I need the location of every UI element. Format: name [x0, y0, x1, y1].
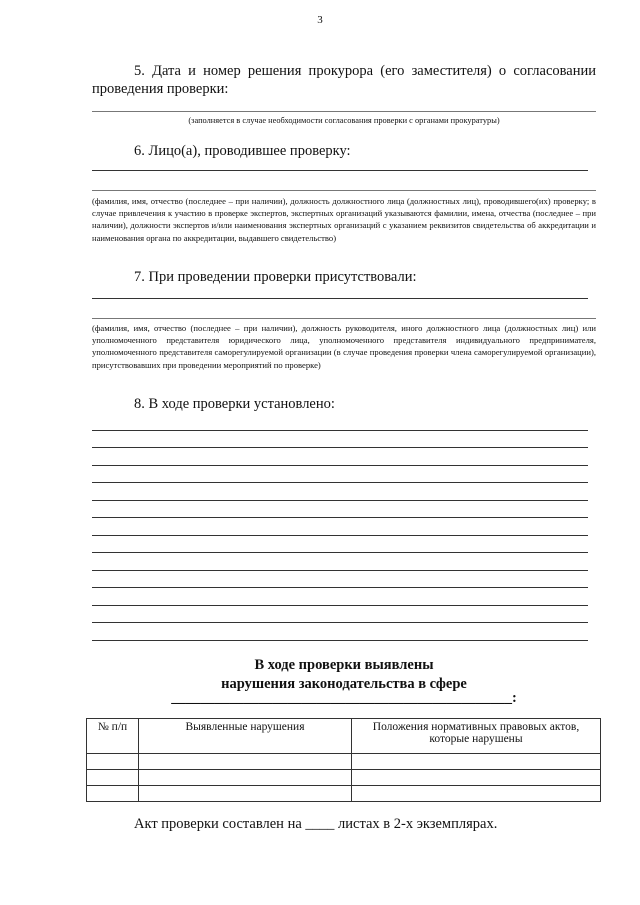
table-cell[interactable] [139, 786, 352, 802]
section-8-fill-line[interactable] [92, 570, 588, 571]
section-5-fill-line[interactable] [92, 111, 596, 112]
table-cell[interactable] [87, 754, 139, 770]
section-7-fill-line-1[interactable] [92, 298, 588, 299]
section-5-text: 5. Дата и номер решения прокурора (его заместителя) о согласовании проведения проверки: [92, 63, 596, 97]
section-6-fill-line-2[interactable] [92, 190, 596, 191]
table-row [87, 770, 601, 786]
section-8-fill-line[interactable] [92, 640, 588, 641]
table-cell[interactable] [87, 770, 139, 786]
section-8-fill-line[interactable] [92, 500, 588, 501]
section-7-hint: (фамилия, имя, отчество (последнее – при наличии), должность руководителя, иного должностного лица (должностных лиц) или уполномоченного представителя юридического лица, уполномоченного представителя индивидуального предпринимателя, уполномоченного представителя саморегулируемой организации (в случае проведения проверки члена саморегулируемой организации), присутствовавших при проведении мероприятий по проверке) [92, 323, 596, 370]
section-8-fill-line[interactable] [92, 622, 588, 623]
table-cell[interactable] [87, 786, 139, 802]
page-number: 3 [317, 14, 323, 26]
section-5-hint: (заполняется в случае необходимости согласования проверки с органами прокуратуры) [188, 116, 500, 125]
col-header-legal-provisions: Положения нормативных правовых актов, которые нарушены [352, 719, 601, 754]
act-sheets-statement: Акт проверки составлен на ____ листах в 2-х экземплярах. [134, 816, 498, 832]
col-header-number: № п/п [87, 719, 139, 754]
violations-table [86, 718, 601, 802]
section-8-fill-line[interactable] [92, 535, 588, 536]
section-8-fill-line[interactable] [92, 430, 588, 431]
table-row [87, 786, 601, 802]
section-8-fill-line[interactable] [92, 552, 588, 553]
violations-sphere-blank[interactable]: _______________________________________________: [171, 690, 517, 706]
section-6-hint: (фамилия, имя, отчество (последнее – при наличии), должность должностного лица (должностных лиц), проводившего(их) проверку; в случае привлечения к участию в проверке экспертов, экспертных организаций указываются фамилии, имена, отчества (последнее – при наличии), должности экспертов и/или наименования экспертных организаций с указанием реквизитов свидетельства об аккредитации и наименования органа по аккредитации, выдавшего свидетельство) [92, 196, 596, 243]
section-8-fill-line[interactable] [92, 465, 588, 466]
table-cell[interactable] [352, 786, 601, 802]
section-6-heading: 6. Лицо(а), проводившее проверку: [134, 143, 351, 159]
violations-title-line-2: нарушения законодательства в сфере [221, 676, 467, 692]
table-cell[interactable] [139, 770, 352, 786]
section-6-fill-line-1[interactable] [92, 170, 588, 171]
section-7-heading: 7. При проведении проверки присутствовали: [134, 269, 417, 285]
violations-title-line-1: В ходе проверки выявлены [254, 657, 434, 673]
col-header-violations: Выявленные нарушения [139, 719, 352, 754]
section-8-fill-line[interactable] [92, 482, 588, 483]
table-header-row [87, 719, 601, 754]
table-row [87, 754, 601, 770]
table-cell[interactable] [352, 770, 601, 786]
section-8-heading: 8. В ходе проверки установлено: [134, 396, 335, 412]
section-8-fill-line[interactable] [92, 605, 588, 606]
section-8-fill-line[interactable] [92, 587, 588, 588]
section-8-fill-line[interactable] [92, 517, 588, 518]
section-8-fill-line[interactable] [92, 447, 588, 448]
section-7-fill-line-2[interactable] [92, 318, 596, 319]
table-cell[interactable] [352, 754, 601, 770]
table-cell[interactable] [139, 754, 352, 770]
